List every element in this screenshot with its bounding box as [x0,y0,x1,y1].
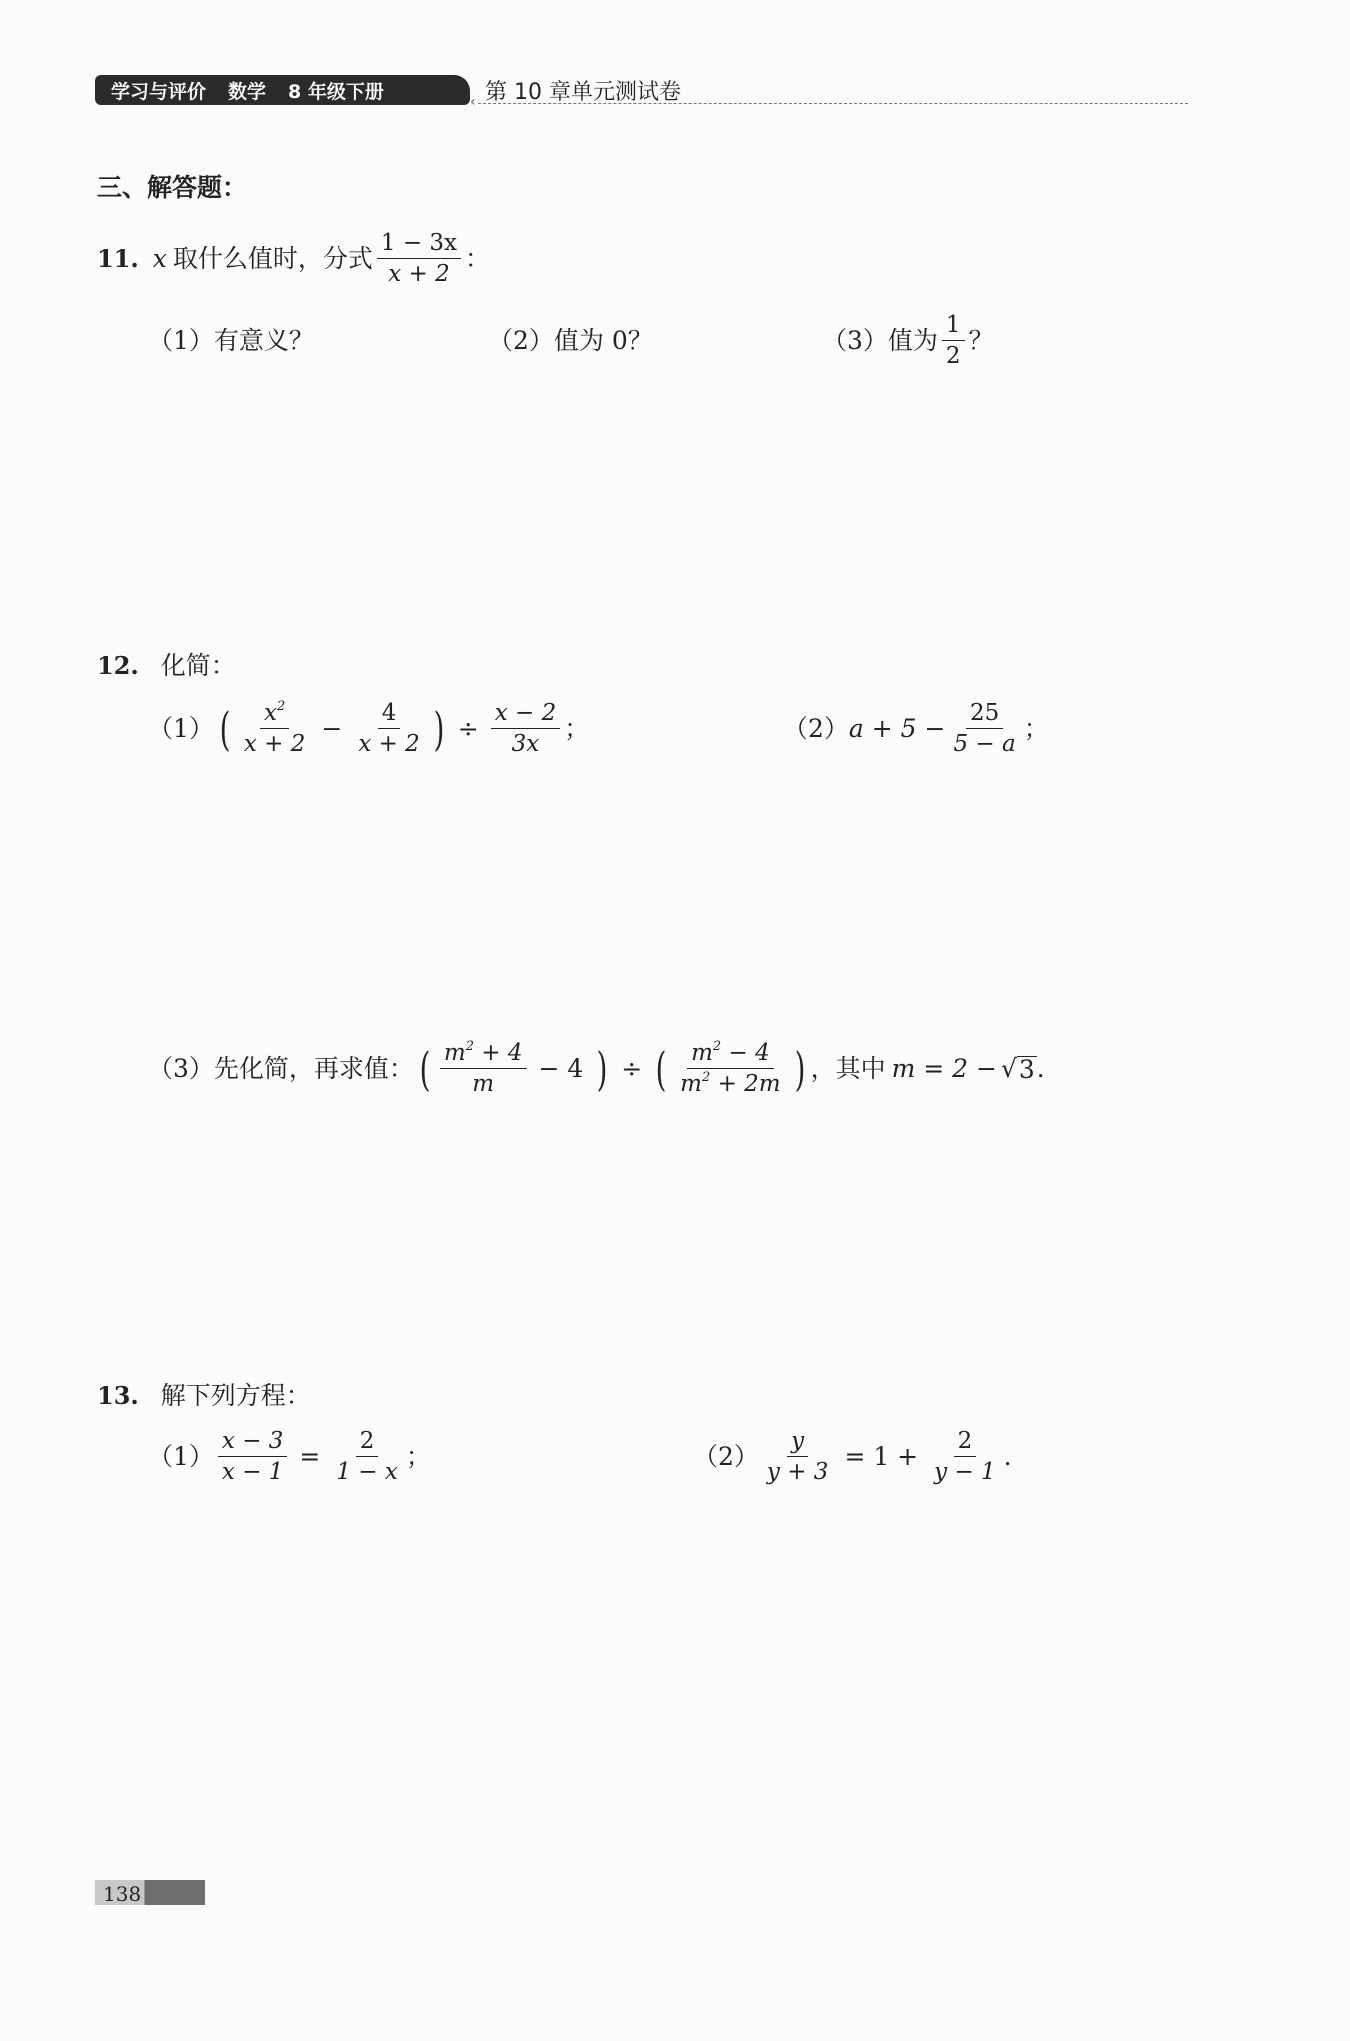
numerator: x − 2 [491,700,561,729]
right-paren: ) [433,701,445,756]
fraction [942,312,965,370]
operator: − [321,714,343,744]
operator: = [299,1442,321,1472]
fraction [377,230,461,288]
denominator: x + 2 [388,261,450,288]
numerator: 2 [356,1428,379,1457]
exponent: 2 [712,1039,722,1054]
part-label: （3） [822,326,888,356]
right-paren: ) [794,1041,805,1096]
base: m [680,1071,702,1098]
denominator: 2 [945,343,961,370]
question-11-part-3 [822,312,994,370]
denominator: y + 3 [766,1459,829,1486]
exponent: 2 [276,699,286,714]
denominator: x − 1 [221,1459,284,1486]
punctuation: ？ [968,326,994,356]
operator: = 1 + [844,1442,919,1472]
part-text: ，其中 [810,1054,886,1084]
denominator [676,1069,784,1097]
numerator: 1 [942,312,965,341]
operator: ÷ [457,714,479,744]
part-label: （2） [783,714,849,744]
question-13-part-1 [148,1428,431,1486]
chapter-title: 第 10 章单元测试卷 [485,80,681,105]
radical-icon: √ [1000,1053,1017,1083]
numerator [260,700,289,729]
right-paren: ) [596,1041,608,1096]
header-divider [478,103,1188,104]
question-11-part-2 [488,328,653,353]
page-number: 138 [103,1882,142,1906]
question-12-part-3 [148,1040,1045,1098]
left-paren: ( [219,701,231,756]
part-text: 有意义？ [213,326,314,355]
fraction [491,700,561,758]
section-title: 三、解答题： [97,173,248,202]
part-label: （1） [148,714,214,744]
square-root [1000,1053,1037,1084]
subject-label: 数学 [228,80,267,103]
denominator: y − 1 [934,1459,996,1486]
question-number: 13. [97,1381,139,1410]
book-series-label: 学习与评价 [111,80,207,103]
question-12-part-2 [783,700,1049,758]
part-label: （1） [148,326,214,355]
base: m [443,1040,466,1066]
question-text: 取什么值时，分式 [172,244,373,274]
punctuation: ； [564,714,590,744]
numerator: y [787,1428,808,1457]
exponent: 2 [701,1070,711,1086]
numerator: 25 [966,700,1003,729]
numerator: 2 [954,1428,977,1457]
left-arrow-icon: ‹ [470,94,476,110]
question-12-part-1 [148,700,589,758]
fraction [218,1428,288,1486]
denominator: m [472,1071,495,1098]
question-text: 解下列方程： [160,1381,311,1410]
fraction [676,1040,784,1098]
base: x [263,700,277,726]
part-label: （1） [148,1442,214,1472]
denominator: 5 − a [953,731,1016,758]
question-number: 11. [97,243,139,273]
left-paren: ( [419,1041,431,1096]
denominator: x + 2 [358,731,420,758]
question-11 [97,230,490,288]
expression: a + 5 − [848,714,946,744]
part-text: 值为 0？ [553,326,653,355]
denominator: 1 − x [336,1459,398,1486]
condition: m = 2 − [891,1054,997,1084]
part-label: （2） [693,1442,759,1472]
exponent: 2 [465,1039,474,1054]
fraction [332,1428,402,1486]
numerator: x − 3 [218,1428,288,1457]
fraction [763,1428,833,1486]
numerator [440,1040,527,1069]
denominator: x + 2 [243,731,306,758]
numerator [687,1040,774,1069]
fraction [930,1428,1000,1486]
numerator: 4 [378,700,401,729]
numerator: 1 − 3x [377,230,461,259]
question-text: 化简： [160,651,236,680]
fraction [440,1040,527,1098]
base: m [691,1040,713,1066]
fraction [240,700,310,758]
operator: ÷ [621,1054,643,1084]
punctuation: ； [405,1442,431,1472]
term: + 4 [473,1040,523,1066]
punctuation: . [1003,1442,1012,1472]
punctuation: . [1036,1054,1045,1084]
question-11-part-1 [148,328,314,353]
fraction [949,700,1019,758]
header-badge [95,75,470,105]
question-13-part-2 [693,1428,1012,1486]
page-number-tab [95,1880,205,1905]
term: + 2m [710,1071,781,1098]
grade-label: 8 年级下册 [288,80,384,103]
question-number: 12. [97,651,139,680]
variable: x [152,244,167,274]
question-13 [97,1383,311,1408]
expression: − 4 [538,1054,584,1084]
radicand: 3 [1018,1054,1035,1084]
left-paren: ( [655,1041,667,1096]
part-text: 先化简，再求值： [213,1054,414,1084]
question-12 [97,653,236,678]
fraction [354,700,424,758]
punctuation: ： [465,244,491,274]
punctuation: ； [1023,714,1049,744]
part-label: （2） [488,326,554,355]
denominator: 3x [511,731,540,758]
term: − 4 [721,1040,770,1066]
part-label: （3） [148,1054,214,1084]
part-text: 值为 [887,326,938,356]
